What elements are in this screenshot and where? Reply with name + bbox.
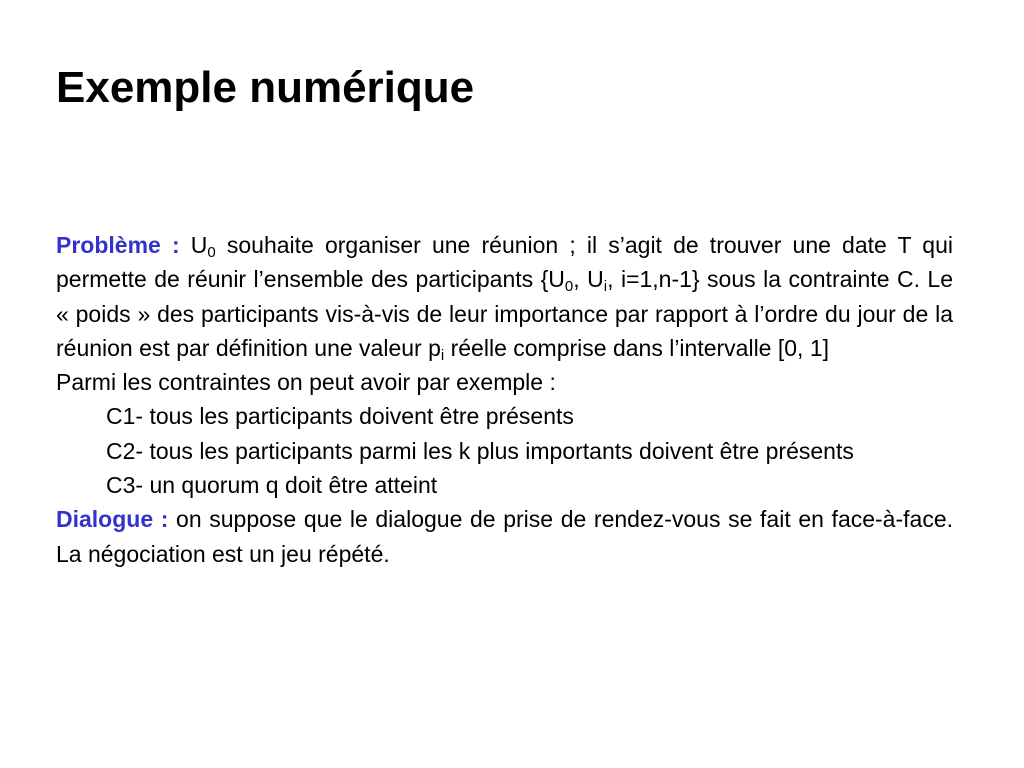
dialogue-label: Dialogue : [56,506,169,533]
slide-title: Exemple numérique [56,63,475,112]
dialogue-paragraph [56,502,953,571]
problem-label: Problème : [56,232,180,258]
problem-text-3: , U [573,266,604,293]
dialogue-text: on suppose que le dialogue de prise de rendez-vous se fait en face-à-face. La négociation est un jeu répété. [56,506,954,567]
constraints-intro: Parmi les contraintes on peut avoir par exemple : [56,369,556,396]
problem-text-2: souhaite organiser une réunion ; il s’agit de trouver une date T qui permette de réunir l’ensemble des participants {U [56,232,953,293]
problem-subscript-4: i [440,346,445,364]
constraint-item: C1- tous les participants doivent être présents [106,403,574,430]
problem-text-4: , i=1,n-1} sous la contrainte C. Le « poids » des participants vis-à-vis de leur importance par rapport à l’ordre du jour de la réunion est par définition une valeur p [56,266,954,361]
problem-subscript-3: i [603,278,608,296]
slide-body [56,228,953,571]
problem-paragraph [56,228,953,365]
problem-subscript-2: 0 [564,278,574,296]
constraint-item: C2- tous les participants parmi les k plus importants doivent être présents [106,437,854,464]
problem-subscript-1: 0 [207,244,216,261]
constraint-item: C3- un quorum q doit être atteint [106,472,438,499]
problem-text-5: réelle comprise dans l’intervalle [0, 1] [444,334,830,361]
problem-text-1: U [179,232,208,258]
